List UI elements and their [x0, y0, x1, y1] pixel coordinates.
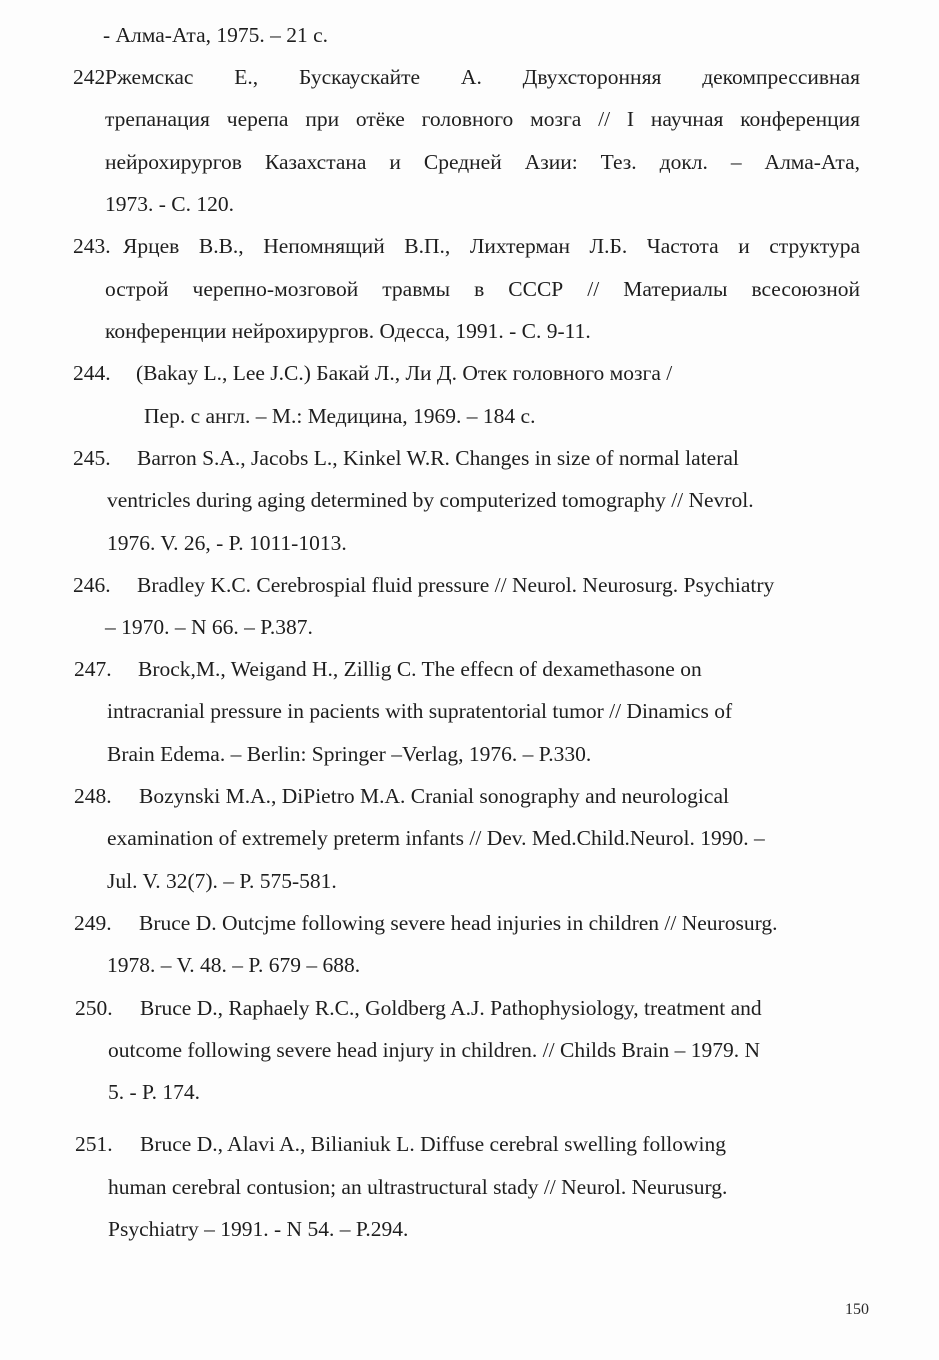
entry-line: Bruce D., Raphaely R.C., Goldberg A.J. Pathophysiology, treatment and — [140, 996, 762, 1020]
entry-line: 1978. – V. 48. – P. 679 – 688. — [107, 953, 361, 977]
entry-line: Ржемскас Е., Бускаускайте А. Двухсторонняя декомпрессивная — [105, 65, 860, 89]
entry-line: Bozynski M.A., DiPietro M.A. Cranial sonography and neurological — [139, 784, 729, 808]
entry-number: 251. — [75, 1132, 113, 1156]
entry-number: 247. — [74, 657, 112, 681]
entry-line: – 1970. – N 66. – P.387. — [105, 615, 313, 639]
entry-line: Jul. V. 32(7). – P. 575-581. — [107, 869, 337, 893]
intro-line: - Алма-Ата, 1975. – 21 с. — [103, 23, 329, 47]
entry-line: трепанация черепа при отёке головного мозга // I научная конференция — [105, 107, 860, 131]
entry-line: 1973. - С. 120. — [105, 192, 234, 216]
entry-line: Brock,M., Weigand H., Zillig C. The effecn of dexamethasone on — [138, 657, 702, 681]
entry-number: 245. — [73, 446, 111, 470]
entry-number: 242. — [73, 65, 111, 89]
entry-line: examination of extremely preterm infants // Dev. Med.Child.Neurol. 1990. – — [107, 826, 765, 850]
page-number: 150 — [845, 1301, 869, 1318]
entry-number: 250. — [75, 996, 113, 1020]
entry-number: 249. — [74, 911, 112, 935]
entry-line: Пер. с англ. – М.: Медицина, 1969. – 184 с. — [144, 404, 536, 428]
entry-line: конференции нейрохирургов. Одесса, 1991. - С. 9-11. — [105, 319, 591, 343]
entry-line: острой черепно-мозговой травмы в СССР // Материалы всесоюзной — [105, 277, 860, 301]
entry-line: 1976. V. 26, - P. 1011-1013. — [107, 531, 347, 555]
entry-line: Psychiatry – 1991. - N 54. – P.294. — [108, 1217, 409, 1241]
entry-number: 248. — [74, 784, 112, 808]
entry-number: 243. — [73, 234, 111, 258]
entry-line: outcome following severe head injury in children. // Childs Brain – 1979. N — [108, 1038, 761, 1062]
entry-line: Ярцев В.В., Непомнящий В.П., Лихтерман Л.Б. Частота и структура — [123, 234, 860, 258]
entry-line: Bradley K.C. Cerebrospial fluid pressure // Neurol. Neurosurg. Psychiatry — [137, 573, 775, 597]
entry-line: нейрохирургов Казахстана и Средней Азии: Тез. докл. – Алма-Ата, — [105, 150, 860, 174]
entry-line: ventricles during aging determined by computerized tomography // Nevrol. — [107, 488, 754, 512]
entry-line: intracranial pressure in pacients with supratentorial tumor // Dinamics of — [107, 699, 733, 723]
entry-line: Bruce D., Alavi A., Bilianiuk L. Diffuse cerebral swelling following — [140, 1132, 726, 1156]
entry-line: (Bakay L., Lee J.C.) Бакай Л., Ли Д. Отек головного мозга / — [136, 361, 673, 385]
entry-line: Barron S.A., Jacobs L., Kinkel W.R. Changes in size of normal lateral — [137, 446, 739, 470]
entry-number: 244. — [73, 361, 111, 385]
entry-line: Brain Edema. – Berlin: Springer –Verlag, 1976. – P.330. — [107, 742, 592, 766]
entry-line: Bruce D. Outcjme following severe head injuries in children // Neurosurg. — [139, 911, 778, 935]
entry-number: 246. — [73, 573, 111, 597]
entry-line: 5. - P. 174. — [108, 1080, 200, 1104]
entry-line: human cerebral contusion; an ultrastructural stady // Neurol. Neurusurg. — [108, 1175, 728, 1199]
